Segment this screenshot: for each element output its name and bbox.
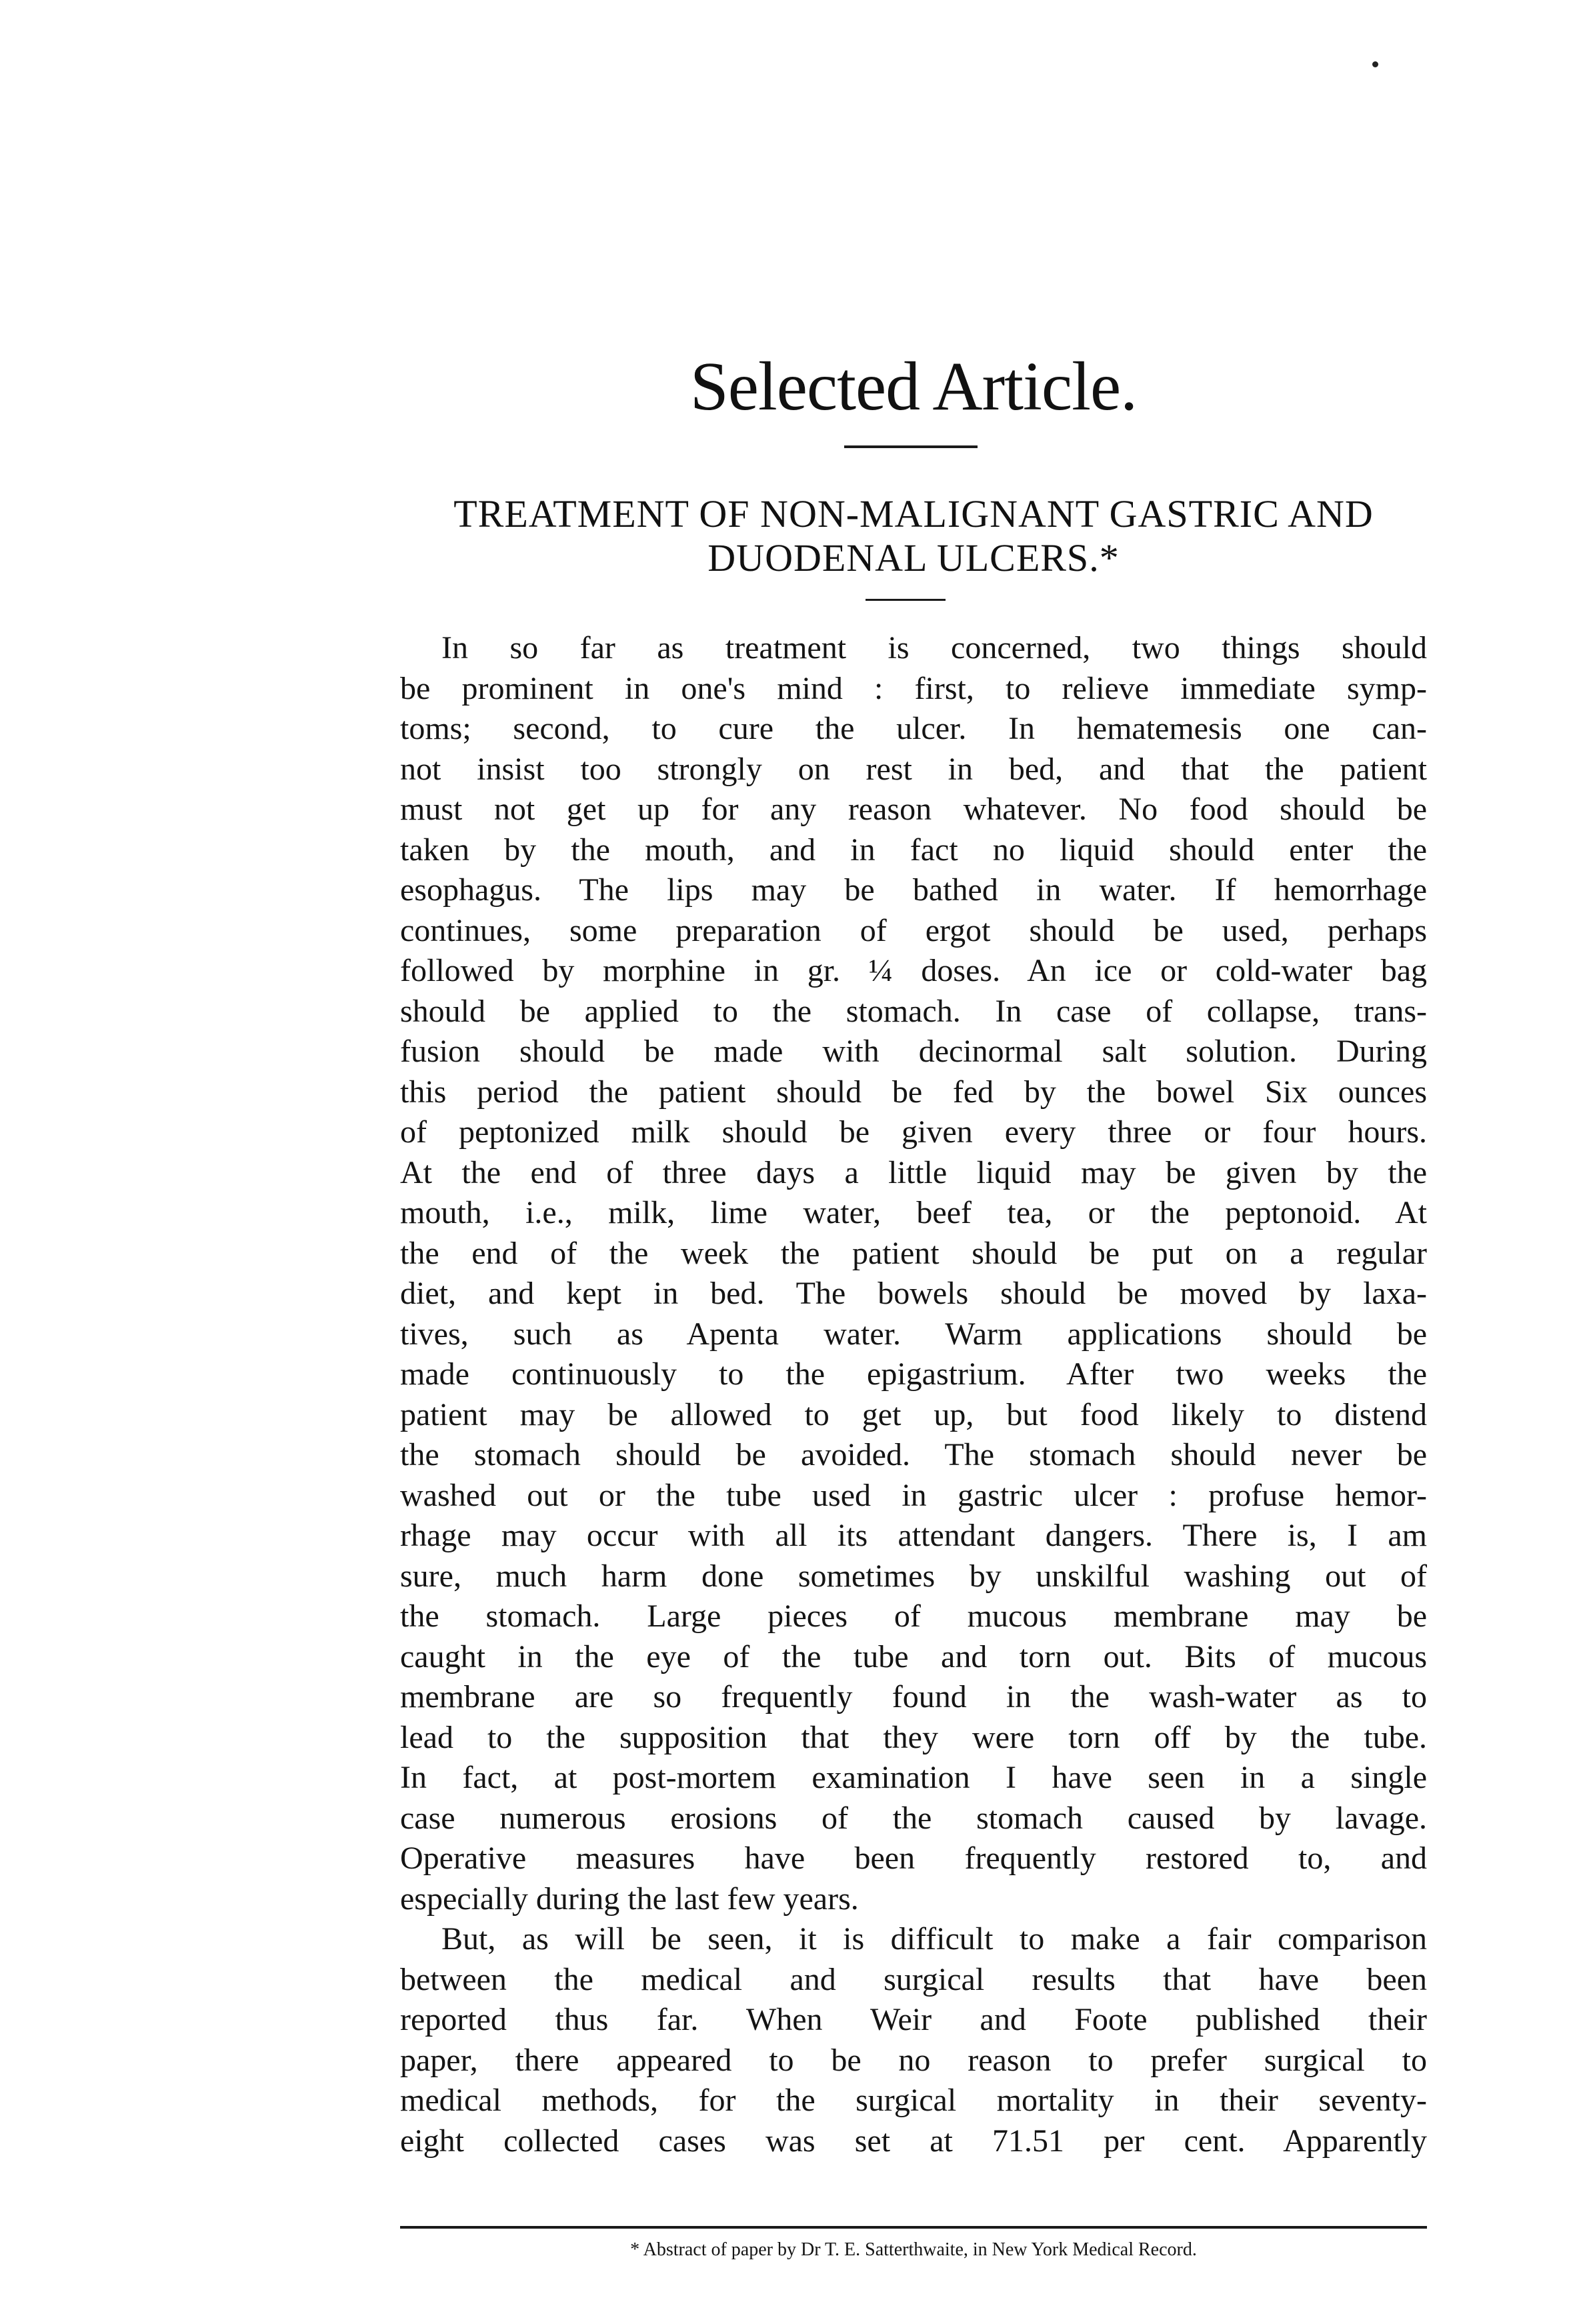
text-line: between the medical and surgical results that have been bbox=[400, 1961, 1427, 1997]
heading-divider bbox=[844, 445, 978, 448]
text-line: patient may be allowed to get up, but food likely to distend bbox=[400, 1396, 1427, 1432]
text-line: must not get up for any reason whatever. No food should be bbox=[400, 792, 1427, 827]
text-line: the stomach. Large pieces of mucous membrane may be bbox=[400, 1598, 1427, 1634]
paragraph bbox=[400, 628, 1427, 1919]
text-line: should be applied to the stomach. In case of collapse, trans- bbox=[400, 993, 1427, 1029]
text-line: eight collected cases was set at 71.51 per cent. Apparently bbox=[400, 2123, 1427, 2159]
text-line: In fact, at post-mortem examination I have seen in a single bbox=[400, 1760, 1427, 1795]
print-speck bbox=[1372, 61, 1378, 67]
article-body bbox=[400, 628, 1427, 2161]
text-line: diet, and kept in bed. The bowels should be moved by laxa- bbox=[400, 1276, 1427, 1311]
text-line: paper, there appeared to be no reason to prefer surgical to bbox=[400, 2042, 1427, 2078]
text-line: case numerous erosions of the stomach caused by lavage. bbox=[400, 1800, 1427, 1836]
text-line: fusion should be made with decinormal salt solution. During bbox=[400, 1034, 1427, 1069]
text-line: mouth, i.e., milk, lime water, beef tea, or the peptonoid. At bbox=[400, 1195, 1427, 1230]
text-line: not insist too strongly on rest in bed, and that the patient bbox=[400, 751, 1427, 787]
text-line: continues, some preparation of ergot should be used, perhaps bbox=[400, 912, 1427, 948]
text-line: this period the patient should be fed by the bowel Six ounces bbox=[400, 1074, 1427, 1110]
footnote: * Abstract of paper by Dr T. E. Satterthwaite, in New York Medical Record. bbox=[630, 2239, 1197, 2260]
text-line: At the end of three days a little liquid may be given by the bbox=[400, 1154, 1427, 1190]
paragraph bbox=[400, 1919, 1427, 2161]
text-line: In so far as treatment is concerned, two things should bbox=[441, 630, 1427, 666]
article-title bbox=[400, 492, 1427, 580]
text-line: reported thus far. When Weir and Foote published their bbox=[400, 2002, 1427, 2037]
text-line: lead to the supposition that they were torn off by the tube. bbox=[400, 1719, 1427, 1755]
text-line: rhage may occur with all its attendant dangers. There is, I am bbox=[400, 1518, 1427, 1553]
text-line: made continuously to the epigastrium. After two weeks the bbox=[400, 1356, 1427, 1392]
text-line: esophagus. The lips may be bathed in water. If hemorrhage bbox=[400, 872, 1427, 908]
text-line: membrane are so frequently found in the wash-water as to bbox=[400, 1679, 1427, 1714]
article-title-line: TREATMENT OF NON-MALIGNANT GASTRIC AND bbox=[453, 492, 1374, 535]
text-line: especially during the last few years. bbox=[400, 1881, 859, 1917]
text-line: the stomach should be avoided. The stomach should never be bbox=[400, 1437, 1427, 1472]
text-line: washed out or the tube used in gastric ulcer : profuse hemor- bbox=[400, 1477, 1427, 1513]
text-line: tives, such as Apenta water. Warm applications should be bbox=[400, 1316, 1427, 1352]
text-line: medical methods, for the surgical mortality in their seventy- bbox=[400, 2083, 1427, 2118]
article-title-line: DUODENAL ULCERS.* bbox=[707, 536, 1120, 579]
section-heading: Selected Article. bbox=[689, 348, 1138, 425]
text-line: sure, much harm done sometimes by unskilful washing out of bbox=[400, 1558, 1427, 1594]
text-line: the end of the week the patient should be put on a regular bbox=[400, 1235, 1427, 1271]
title-divider bbox=[866, 599, 946, 601]
text-line: caught in the eye of the tube and torn out. Bits of mucous bbox=[400, 1638, 1427, 1674]
text-line: But, as will be seen, it is difficult to make a fair comparison bbox=[441, 1921, 1427, 1957]
text-line: be prominent in one's mind : first, to relieve immediate symp- bbox=[400, 670, 1427, 706]
text-line: followed by morphine in gr. ¼ doses. An ice or cold-water bag bbox=[400, 953, 1427, 988]
text-line: Operative measures have been frequently restored to, and bbox=[400, 1841, 1427, 1876]
text-line: toms; second, to cure the ulcer. In hematemesis one can- bbox=[400, 711, 1427, 746]
text-line: taken by the mouth, and in fact no liquid should enter the bbox=[400, 832, 1427, 868]
footnote-divider bbox=[400, 2226, 1427, 2229]
text-line: of peptonized milk should be given every three or four hours. bbox=[400, 1114, 1427, 1150]
